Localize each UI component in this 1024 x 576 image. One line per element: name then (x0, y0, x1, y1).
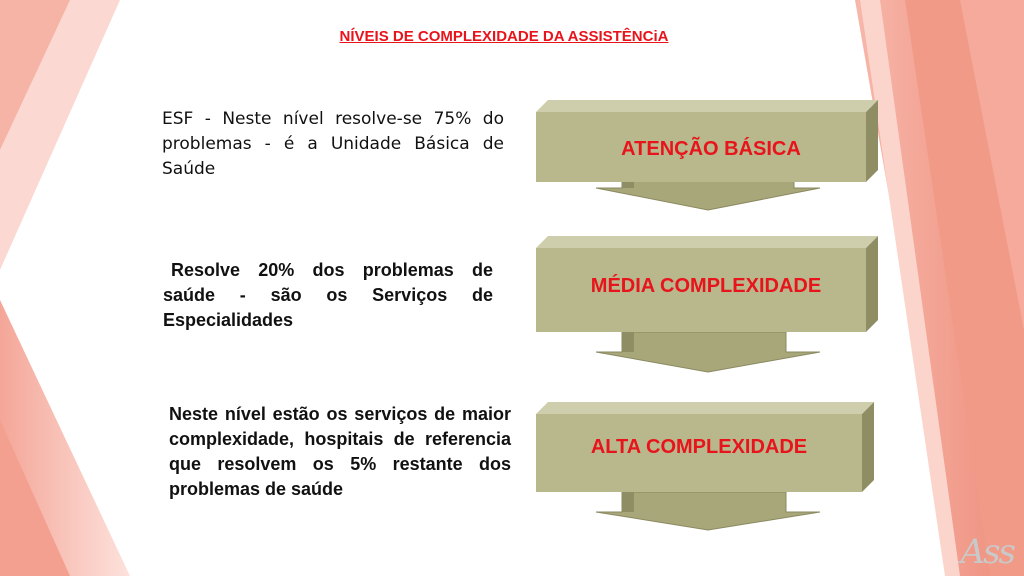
level-3-block (536, 402, 881, 532)
level-3-label: ALTA COMPLEXIDADE (590, 436, 808, 458)
level-2-description: Resolve 20% dos problemas de saúde - são os Serviços de Especialidades (163, 260, 493, 330)
level-1-label: ATENÇÃO BÁSICA (621, 138, 801, 160)
level-2-box-shape (536, 236, 881, 374)
level-1-description: ESF - Neste nível resolve-se 75% do problemas - é a Unidade Básica de Saúde (162, 109, 504, 179)
level-2-label: MÉDIA COMPLEXIDADE (590, 275, 822, 297)
level-3-description: Neste nível estão os serviços de maior complexidade, hospitais de referencia que resolvem os 5% restante dos problemas de saúde (169, 404, 511, 499)
level-2-block (536, 236, 881, 374)
level-3-box-shape (536, 402, 881, 532)
page-title: NÍVEIS DE COMPLEXIDADE DA ASSISTÊNCiA (339, 28, 669, 45)
signature-logo: Ass (960, 532, 1014, 572)
level-1-block (536, 100, 881, 212)
